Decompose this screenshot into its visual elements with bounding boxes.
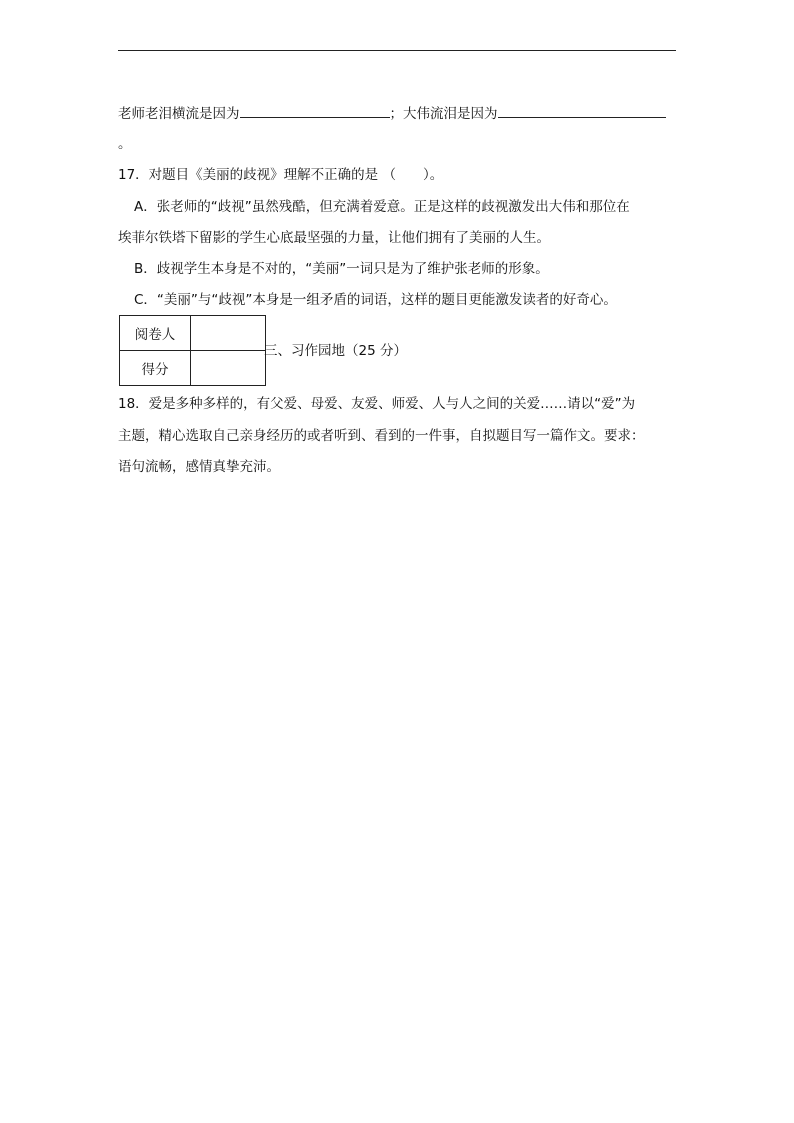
q17-option-a-line2: 埃菲尔铁塔下留影的学生心底最坚强的力量，让他们拥有了美丽的人生。 <box>118 230 550 246</box>
section-title: 三、习作园地（25 分） <box>264 343 407 359</box>
q17-stem: 17．对题目《美丽的歧视》理解不正确的是 （ ）。 <box>118 167 444 183</box>
reviewer-value-cell[interactable] <box>191 316 266 351</box>
score-table <box>119 315 266 386</box>
q16-end-line: 。 <box>118 136 132 152</box>
q18-line2: 主题，精心选取自己亲身经历的或者听到、看到的一件事，自拟题目写一篇作文。要求： <box>118 428 645 444</box>
q16-blank-1[interactable] <box>240 103 390 118</box>
q17-option-c: C．“美丽”与“歧视”本身是一组矛盾的词语，这样的题目更能激发读者的好奇心。 <box>134 292 617 308</box>
header-rule <box>118 50 676 51</box>
score-label: 得分 <box>120 351 191 386</box>
q17-option-a-line1: A．张老师的“歧视”虽然残酷，但充满着爱意。正是这样的歧视激发出大伟和那位在 <box>134 199 630 215</box>
reviewer-label: 阅卷人 <box>120 316 191 351</box>
score-table-row <box>120 351 266 386</box>
q18-line3: 语句流畅，感情真挚充沛。 <box>118 459 280 475</box>
q16-answer-line <box>118 103 666 124</box>
q16-part1-text: 老师老泪横流是因为 <box>118 106 240 122</box>
q16-part2-text: ；大伟流泪是因为 <box>389 106 498 122</box>
q18-line1: 18．爱是多种多样的，有父爱、母爱、友爱、师爱、人与人之间的关爱……请以“爱”为 <box>118 396 636 412</box>
score-value-cell[interactable] <box>191 351 266 386</box>
q16-blank-2[interactable] <box>498 103 666 118</box>
q17-option-b: B．歧视学生本身是不对的，“美丽”一词只是为了维护张老师的形象。 <box>134 261 549 277</box>
score-table-row <box>120 316 266 351</box>
